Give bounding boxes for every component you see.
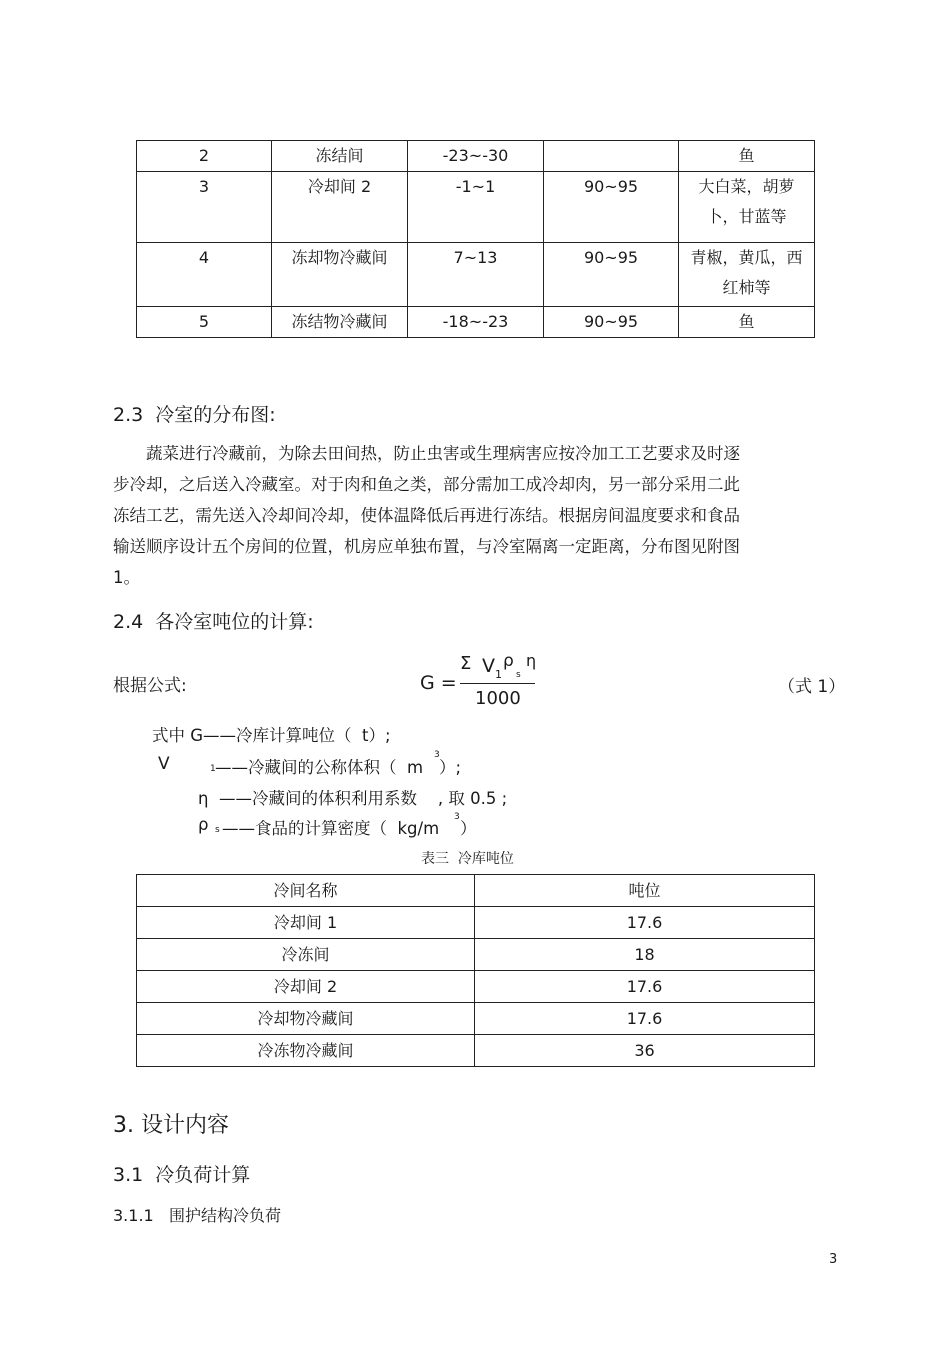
table-cell: 2	[137, 141, 272, 172]
table-cell: 冷冻间	[137, 939, 475, 971]
table-cell: 17.6	[475, 907, 815, 939]
definition-v-subscript: 1	[210, 764, 216, 774]
formula-sigma: Σ	[460, 653, 472, 674]
paragraph-line: 1。	[113, 568, 140, 587]
storage-conditions-table	[136, 140, 815, 338]
definition-v-close: ）;	[439, 758, 462, 777]
definition-v-superscript: 3	[434, 750, 440, 760]
table-row	[137, 971, 815, 1003]
table-cell: -23~-30	[408, 141, 544, 172]
definition-rho-subscript: s	[215, 825, 220, 835]
section-2-3-paragraph	[113, 438, 803, 593]
section-heading-3: 3. 设计内容	[113, 1113, 229, 1138]
table-cell: 90~95	[544, 172, 679, 243]
definition-v-symbol: V	[158, 754, 170, 774]
table-caption: 表三 冷库吨位	[421, 851, 514, 867]
definition-rho-superscript: 3	[454, 812, 460, 822]
section-heading-2-4: 2.4 各冷室吨位的计算:	[113, 611, 314, 633]
formula-rho-subscript: s	[516, 670, 521, 680]
page-number: 3	[829, 1252, 838, 1267]
section-heading-2-3: 2.3 冷室的分布图:	[113, 404, 276, 426]
definition-v	[158, 750, 488, 784]
table-row	[137, 1035, 815, 1067]
definition-rho-close: ）	[460, 819, 477, 838]
formula-lhs: G =	[420, 672, 457, 694]
table-cell: 17.6	[475, 971, 815, 1003]
table-row	[137, 141, 815, 172]
paragraph-line: 冻结工艺，需先送入冷却间冷却，使体温降低后再进行冻结。根据房间温度要求和食品	[113, 506, 740, 525]
table-row	[137, 939, 815, 971]
table-header: 吨位	[475, 875, 815, 907]
table-cell: 5	[137, 307, 272, 338]
tonnage-table	[136, 874, 815, 1067]
table-cell: 鱼	[679, 307, 815, 338]
table-row	[137, 907, 815, 939]
fraction-bar	[460, 683, 535, 684]
table-cell: 冻结间	[272, 141, 408, 172]
table-row	[137, 243, 815, 307]
table-header-row	[137, 875, 815, 907]
table-cell: 冷却间 1	[137, 907, 475, 939]
formula-rho: ρ	[503, 651, 514, 671]
paragraph-line: 步冷却，之后送入冷藏室。对于肉和鱼之类，部分需加工成冷却肉，另一部分采用二此	[113, 475, 740, 494]
table-header: 冷间名称	[137, 875, 475, 907]
table-cell	[544, 141, 679, 172]
formula-v-subscript: 1	[495, 668, 502, 681]
table-cell: 大白菜，胡萝卜，甘蓝等	[679, 172, 815, 243]
definition-rho-text: ——食品的计算密度（ kg/m	[222, 819, 440, 838]
section-heading-3-1-1: 3.1.1 围护结构冷负荷	[113, 1206, 281, 1225]
table-cell: 青椒，黄瓜，西红柿等	[679, 243, 815, 307]
formula-eta: η	[526, 651, 537, 670]
table-cell: 冷却物冷藏间	[137, 1003, 475, 1035]
formula-v: V	[482, 655, 495, 677]
definition-v-text: ——冷藏间的公称体积（ m	[215, 758, 424, 777]
table-cell: 冷冻物冷藏间	[137, 1035, 475, 1067]
table-cell: -18~-23	[408, 307, 544, 338]
table-cell: 90~95	[544, 307, 679, 338]
table-cell: -1~1	[408, 172, 544, 243]
paragraph-line: 蔬菜进行冷藏前，为除去田间热，防止虫害或生理病害应按冷加工工艺要求及时逐	[146, 444, 740, 463]
table-cell: 冷却间 2	[272, 172, 408, 243]
formula-reference: （式 1）	[778, 677, 846, 697]
definition-rho-symbol: ρ	[198, 815, 209, 834]
formula-label: 根据公式:	[113, 676, 187, 696]
table-cell: 冻却物冷藏间	[272, 243, 408, 307]
definition-eta: η ——冷藏间的体积利用系数 , 取 0.5 ;	[198, 789, 508, 808]
table-row	[137, 307, 815, 338]
section-heading-3-1: 3.1 冷负荷计算	[113, 1164, 251, 1186]
formula-denominator: 1000	[475, 688, 521, 709]
table-cell: 17.6	[475, 1003, 815, 1035]
table-cell: 7~13	[408, 243, 544, 307]
table-cell: 18	[475, 939, 815, 971]
table-cell: 3	[137, 172, 272, 243]
table-cell: 90~95	[544, 243, 679, 307]
table-cell: 冷却间 2	[137, 971, 475, 1003]
table-row	[137, 172, 815, 243]
table-cell: 4	[137, 243, 272, 307]
paragraph-line: 输送顺序设计五个房间的位置，机房应单独布置，与冷室隔离一定距离，分布图见附图	[113, 537, 740, 556]
definition-rho	[198, 812, 498, 845]
table-row	[137, 1003, 815, 1035]
formula	[420, 650, 550, 720]
table-cell: 36	[475, 1035, 815, 1067]
table-cell: 鱼	[679, 141, 815, 172]
definition-g: 式中 G——冷库计算吨位（ t）;	[152, 726, 391, 745]
table-cell: 冻结物冷藏间	[272, 307, 408, 338]
